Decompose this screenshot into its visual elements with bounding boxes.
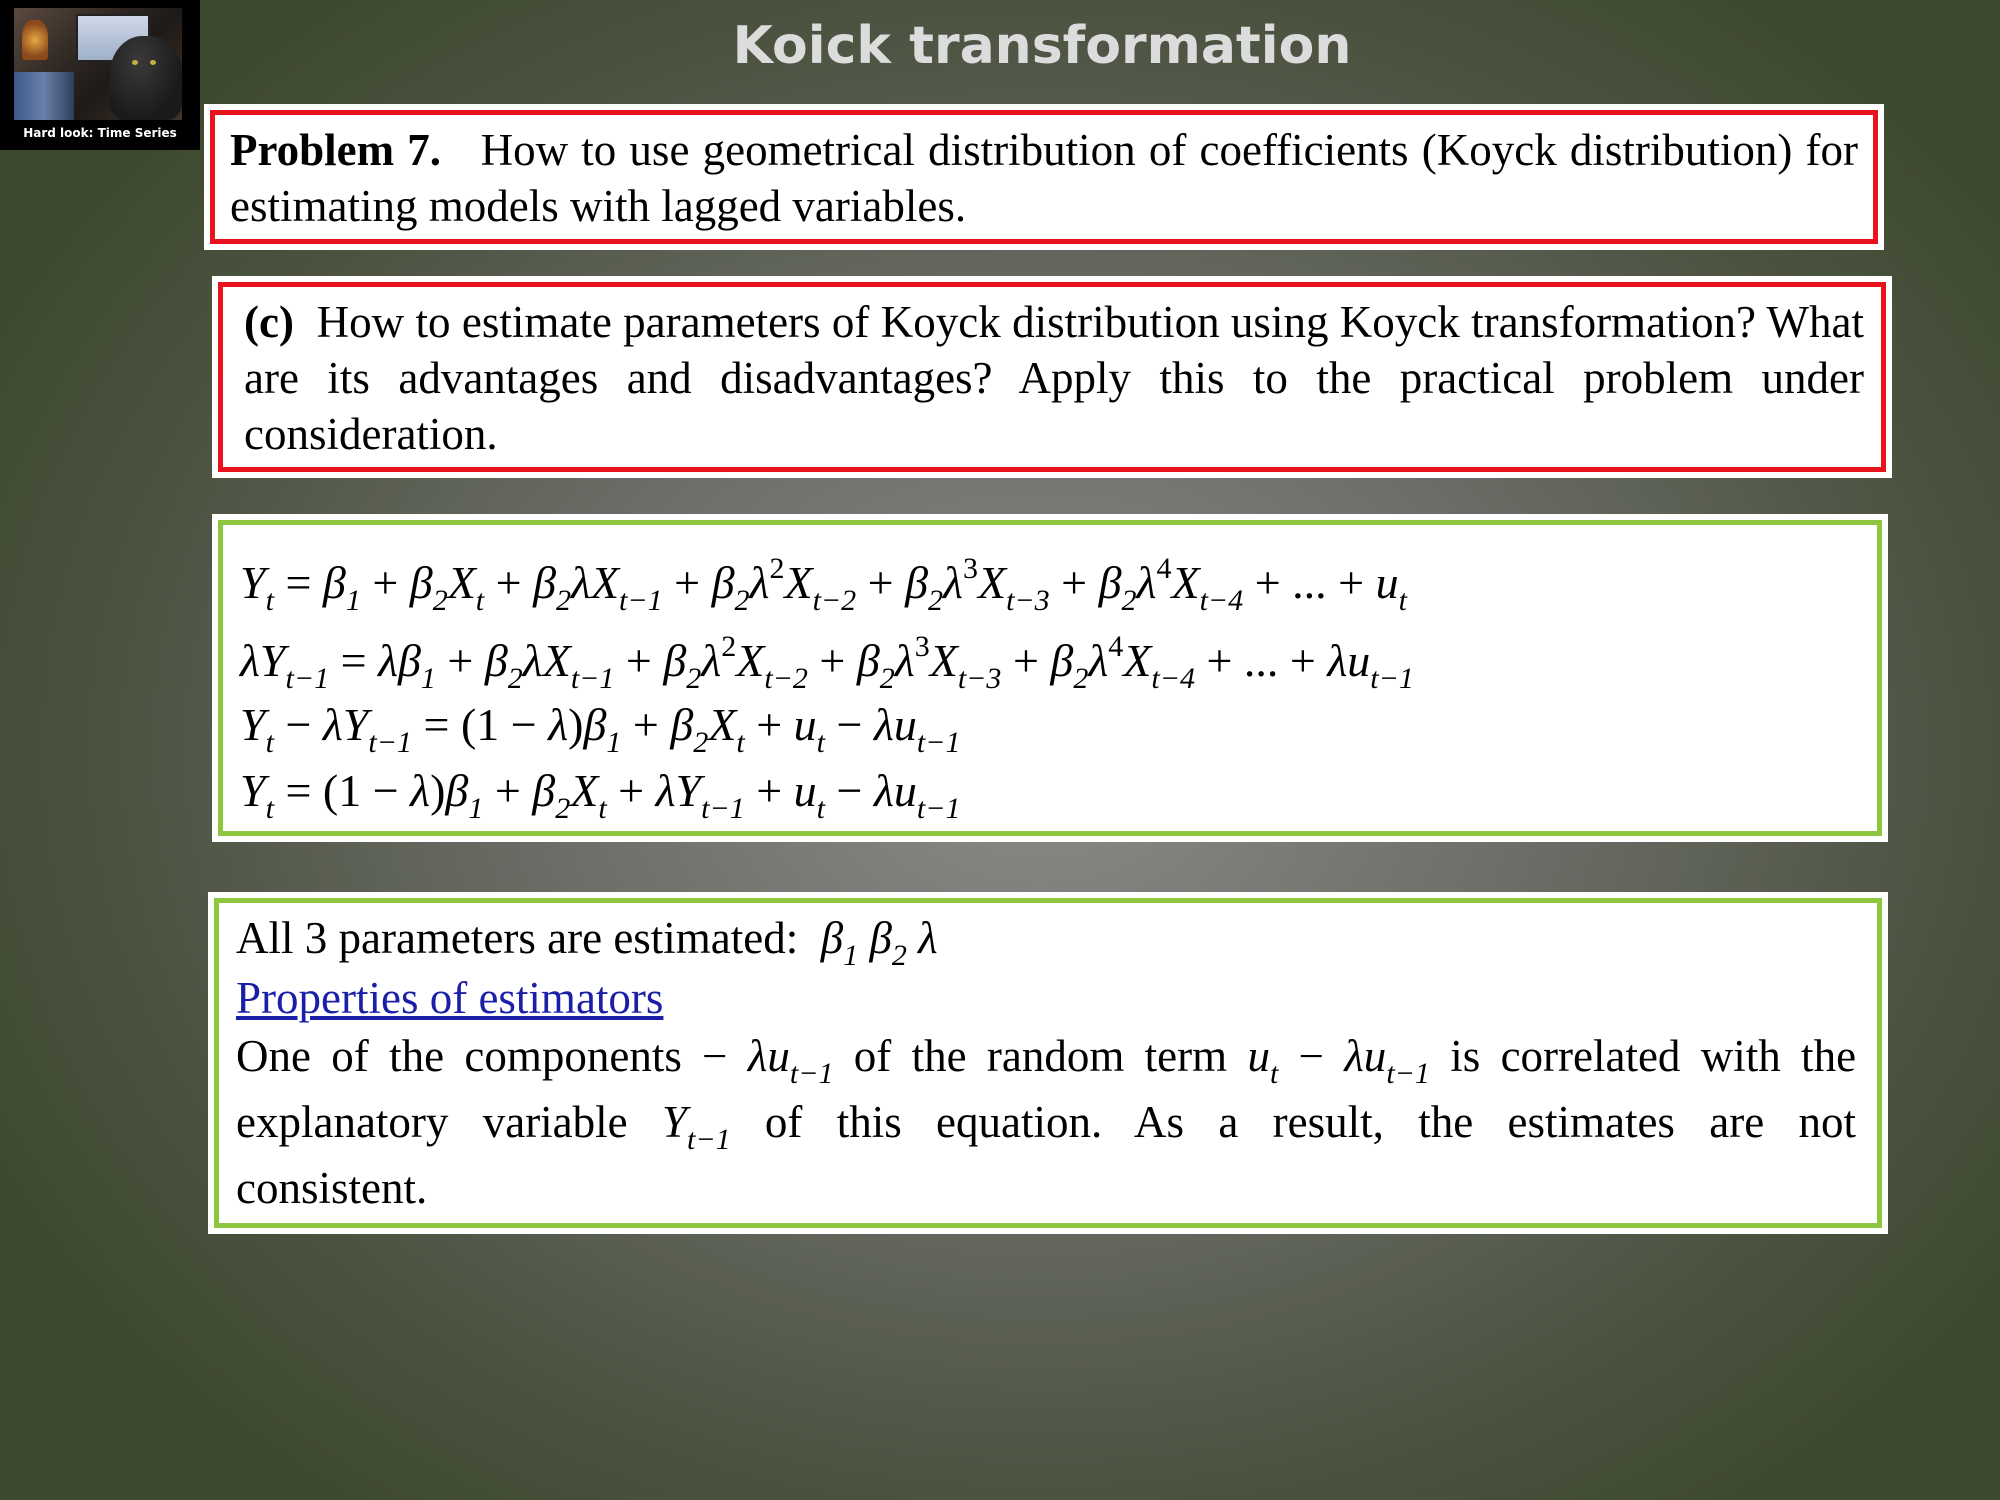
correlation-line-2	[236, 1096, 1856, 1157]
problem-panel	[204, 104, 1884, 250]
problem-label: Problem 7.	[230, 125, 442, 175]
properties-of-estimators-link[interactable]: Properties of estimators	[236, 973, 664, 1023]
correlation-line-1	[236, 1030, 1856, 1091]
question-label: (c)	[244, 297, 294, 347]
term-lambda-u: − $\lambda u_{t-1}$	[702, 1031, 834, 1090]
text-not-consistent: of this equation. As a result, the estimates are not	[764, 1097, 1856, 1147]
equation-4: $Y_t = (1 - \lambda)\beta_1 + \beta_2X_t + \lambda Y_{t-1} + u_t - \lambda u_{t-1}$	[240, 765, 961, 825]
term-y-lag: $Y_{t-1}$	[661, 1097, 731, 1156]
term-u-minus-lambda-u: $u_t - \lambda u_{t-1}$	[1247, 1031, 1430, 1090]
text-explanatory: explanatory variable	[236, 1097, 628, 1147]
question-text	[244, 294, 1864, 462]
equation-2: $\lambda Y_{t-1} = \lambda\beta_1 + \beta_2\lambda X_{t-1} + \beta_2\lambda^2X_{t-2} + \beta_2\lambda^3X_{t-3} + \beta_2\lambda^4X_{t-4}$ + ... + $\lambda u_{t-1}$	[240, 630, 1414, 695]
estimated-prefix: All 3 parameters are estimated:	[236, 913, 799, 963]
webcam-caption: Hard look: Time Series	[23, 126, 177, 140]
equation-1: $Y_t = \beta_1 + \beta_2X_t + \beta_2\lambda X_{t-1} + \beta_2\lambda^2X_{t-2} + \beta_2\lambda^3X_{t-3} + \beta_2\lambda^4X_{t-4}$ + ... + $u_t$	[240, 552, 1407, 617]
problem-body: How to use geometrical distribution of coefficients (Koyck distribution) for estimating models with lagged variables.	[230, 125, 1859, 231]
question-panel	[212, 276, 1892, 478]
slide-title: Koick transformation	[732, 16, 1352, 76]
correlation-line-3: consistent.	[236, 1163, 428, 1213]
properties-link-line	[236, 972, 663, 1024]
text-correlated: is correlated with the	[1450, 1031, 1857, 1081]
problem-text	[230, 122, 1858, 234]
equation-3: $Y_t - \lambda Y_{t-1} = (1 - \lambda)\beta_1 + \beta_2X_t + u_t - \lambda u_{t-1}$	[240, 699, 961, 759]
text-components: One of the components	[236, 1031, 682, 1081]
question-body: How to estimate parameters of Koyck distribution using Koyck transformation? What are its advantages and disadvantages? Apply this to the practical problem under consideration.	[244, 297, 1865, 459]
estimated-params-line: All 3 parameters are estimated: $\beta_1$ $\beta_2$ λ	[236, 913, 938, 972]
text-random-term: of the random term	[853, 1031, 1228, 1081]
